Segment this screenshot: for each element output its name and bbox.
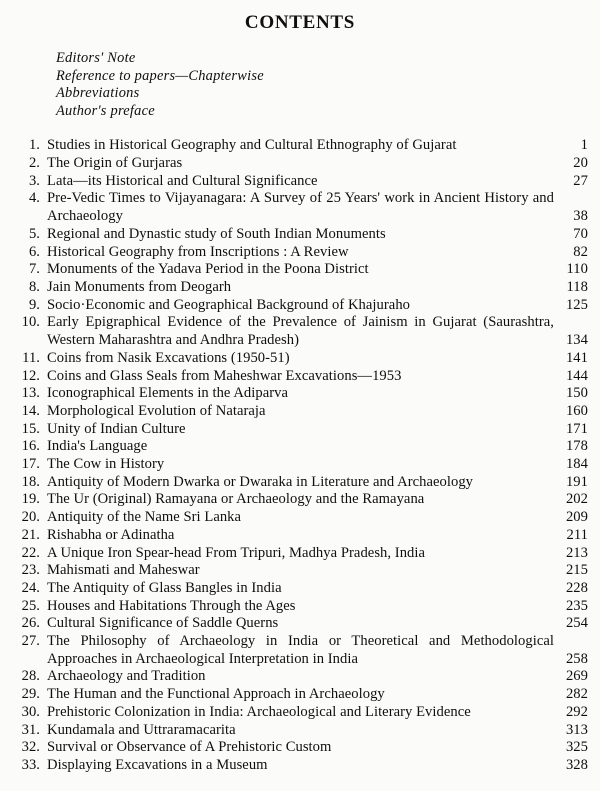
toc-entry-page-number: 20 — [573, 155, 588, 172]
toc-entry-page-number: 254 — [565, 615, 588, 632]
page-title: CONTENTS — [244, 12, 356, 33]
toc-entry-title: Kundamala and Uttraramacarita — [47, 721, 236, 738]
toc-entry-title: Lata—its Historical and Cultural Significance — [47, 172, 318, 189]
toc-entry-title: The Cow in History — [47, 456, 165, 473]
toc-entry-page-number: 134 — [565, 332, 588, 349]
toc-entry[interactable] — [0, 757, 600, 775]
toc-entry-title: The Origin of Gurjaras — [47, 155, 183, 172]
toc-entry[interactable] — [0, 580, 600, 598]
toc-entry-title: Prehistoric Colonization in India: Archaeological and Literary Evidence — [47, 703, 471, 720]
toc-entry[interactable] — [0, 155, 600, 173]
toc-entry-title: Coins from Nasik Excavations (1950-51) — [47, 349, 290, 366]
toc-entry-page-number: 184 — [565, 456, 588, 473]
toc-entry-number: 1. — [28, 137, 40, 154]
toc-entry-number: 24. — [21, 579, 40, 596]
toc-entry-page-number: 258 — [565, 650, 588, 667]
toc-entry-page-number: 211 — [566, 526, 588, 543]
toc-entry-page-number: 171 — [565, 420, 588, 437]
toc-entry-title: Survival or Observance of A Prehistoric Custom — [47, 739, 332, 756]
toc-entry[interactable] — [0, 668, 600, 686]
toc-entry-number: 8. — [28, 279, 40, 295]
toc-entry-number: 31. — [21, 721, 40, 738]
toc-entry-page-number: 235 — [565, 597, 588, 614]
toc-entry-number: 28. — [21, 668, 40, 685]
toc-entry-page-number: 209 — [565, 509, 588, 526]
toc-entry[interactable] — [0, 190, 600, 225]
toc-entry-number: 11. — [22, 349, 40, 366]
toc-entry-page-number: 228 — [565, 579, 588, 596]
toc-entry-number: 19. — [21, 491, 40, 508]
toc-entry-title: Early Epigraphical Evidence of the Prevalence of Jainism in Gujarat (Saurashtra, Western Maharashtra and Andhra Pradesh) — [47, 314, 554, 349]
toc-entry-page-number: 269 — [565, 668, 588, 685]
toc-entry[interactable] — [0, 739, 600, 757]
toc-entry-page-number: 150 — [565, 385, 588, 402]
toc-entry-title: Cultural Significance of Saddle Querns — [47, 615, 279, 632]
frontmatter-list — [0, 34, 600, 120]
toc-entry-title: Regional and Dynastic study of South Indian Monuments — [47, 225, 386, 242]
toc-entry[interactable] — [0, 474, 600, 492]
toc-entry[interactable] — [0, 527, 600, 545]
toc-entry-title: Displaying Excavations in a Museum — [47, 756, 268, 773]
toc-entry-title: Coins and Glass Seals from Maheshwar Excavations—1953 — [47, 367, 402, 384]
toc-entry[interactable] — [0, 615, 600, 633]
toc-entry-page-number: 213 — [565, 544, 588, 561]
toc-entry-page-number: 144 — [565, 367, 588, 384]
toc-entry-number: 22. — [21, 544, 40, 561]
toc-entry[interactable] — [0, 279, 600, 297]
toc-entry-page-number: 82 — [573, 243, 588, 260]
toc-entry[interactable] — [0, 456, 600, 474]
toc-entry[interactable] — [0, 704, 600, 722]
toc-entry-page-number: 202 — [565, 491, 588, 508]
toc-entry-number: 32. — [21, 739, 40, 756]
table-of-contents — [0, 120, 600, 774]
toc-entry-page-number: 191 — [565, 473, 588, 490]
toc-entry-page-number: 38 — [573, 208, 588, 225]
toc-entry-title: Archaeology and Tradition — [47, 668, 206, 685]
toc-entry-title: Antiquity of the Name Sri Lanka — [47, 509, 242, 526]
toc-entry-title: Morphological Evolution of Nataraja — [47, 402, 266, 419]
toc-entry[interactable] — [0, 350, 600, 368]
toc-entry[interactable] — [0, 244, 600, 262]
toc-entry-number: 6. — [28, 243, 40, 260]
toc-entry-number: 4. — [28, 190, 40, 207]
toc-entry-number: 23. — [21, 562, 40, 579]
toc-entry-title: Pre-Vedic Times to Vijayanagara: A Survey of 25 Years' work in Ancient History and Archaeology — [47, 190, 554, 225]
toc-entry[interactable] — [0, 491, 600, 509]
toc-entry-title: The Ur (Original) Ramayana or Archaeology and the Ramayana — [47, 491, 425, 508]
toc-entry-number: 17. — [21, 456, 40, 473]
toc-entry-number: 13. — [21, 385, 40, 402]
toc-entry[interactable] — [0, 385, 600, 403]
toc-entry[interactable] — [0, 562, 600, 580]
toc-entry-number: 14. — [21, 402, 40, 419]
toc-entry[interactable] — [0, 403, 600, 421]
toc-entry-number: 25. — [21, 597, 40, 614]
toc-entry-page-number: 160 — [565, 402, 588, 419]
toc-entry-title: The Human and the Functional Approach in Archaeology — [47, 686, 385, 703]
frontmatter-item: Reference to papers—Chapterwise — [56, 67, 264, 84]
toc-entry-number: 10. — [21, 314, 40, 331]
toc-entry-number: 2. — [28, 155, 40, 172]
toc-entry-number: 7. — [28, 261, 40, 278]
toc-entry[interactable] — [0, 368, 600, 386]
toc-entry-page-number: 282 — [565, 686, 588, 703]
toc-entry-number: 9. — [28, 296, 40, 313]
toc-entry[interactable] — [0, 686, 600, 704]
toc-entry[interactable] — [0, 314, 600, 349]
frontmatter-item: Author's preface — [56, 102, 155, 119]
toc-entry-page-number: 328 — [565, 756, 588, 773]
toc-entry-page-number: 27 — [573, 172, 588, 189]
toc-entry-page-number: 215 — [565, 562, 588, 579]
toc-entry-number: 16. — [21, 438, 40, 455]
toc-entry-title: Rishabha or Adinatha — [47, 526, 175, 543]
toc-entry-number: 33. — [21, 756, 40, 773]
toc-entry-title: Studies in Historical Geography and Cultural Ethnography of Gujarat — [47, 137, 457, 154]
toc-entry-page-number: 292 — [565, 703, 588, 720]
toc-entry-page-number: 110 — [566, 261, 588, 278]
toc-entry-number: 3. — [28, 172, 40, 189]
toc-entry[interactable] — [0, 137, 600, 155]
frontmatter-item: Editors' Note — [56, 50, 136, 66]
toc-entry[interactable] — [0, 438, 600, 456]
toc-entry-title: Historical Geography from Inscriptions : A Review — [47, 243, 349, 260]
toc-entry[interactable] — [0, 261, 600, 279]
toc-entry[interactable] — [0, 297, 600, 315]
toc-entry-number: 15. — [21, 420, 40, 437]
toc-entry-number: 12. — [21, 367, 40, 384]
toc-entry-title: A Unique Iron Spear-head From Tripuri, Madhya Pradesh, India — [47, 544, 426, 561]
toc-entry[interactable] — [0, 173, 600, 191]
toc-entry-number: 26. — [21, 615, 40, 632]
toc-entry-number: 20. — [21, 509, 40, 526]
toc-entry[interactable] — [0, 598, 600, 616]
toc-entry[interactable] — [0, 226, 600, 244]
toc-entry-title: Jain Monuments from Deogarh — [47, 279, 232, 295]
toc-entry-page-number: 118 — [566, 279, 588, 295]
toc-entry-title: The Antiquity of Glass Bangles in India — [47, 579, 282, 596]
toc-entry-title: Antiquity of Modern Dwarka or Dwaraka in Literature and Archaeology — [47, 473, 474, 490]
toc-entry[interactable] — [0, 421, 600, 439]
toc-entry-title: India's Language — [47, 438, 148, 455]
toc-entry-title: The Philosophy of Archaeology in India or Theoretical and Methodological Approaches in Archaeological Interpretation in India — [47, 633, 554, 667]
toc-entry[interactable] — [0, 633, 600, 668]
toc-entry-title: Mahismati and Maheswar — [47, 562, 200, 579]
toc-entry-page-number: 70 — [573, 225, 588, 242]
toc-entry-title: Iconographical Elements in the Adiparva — [47, 385, 289, 402]
toc-entry-title: Unity of Indian Culture — [47, 420, 186, 437]
toc-entry-number: 18. — [21, 473, 40, 490]
toc-entry-page-number: 178 — [565, 438, 588, 455]
toc-entry-number: 5. — [28, 225, 40, 242]
toc-entry-page-number: 313 — [565, 721, 588, 738]
toc-entry-page-number: 141 — [565, 349, 588, 366]
toc-entry-title: Monuments of the Yadava Period in the Poona District — [47, 261, 369, 278]
toc-entry-number: 30. — [21, 703, 40, 720]
toc-entry-number: 27. — [21, 633, 40, 650]
toc-entry-title: Houses and Habitations Through the Ages — [47, 597, 296, 614]
toc-entry-title: Socio·Economic and Geographical Background of Khajuraho — [47, 296, 411, 313]
toc-entry-number: 29. — [21, 686, 40, 703]
toc-entry[interactable] — [0, 509, 600, 527]
toc-entry-number: 21. — [21, 526, 40, 543]
toc-entry[interactable] — [0, 545, 600, 563]
toc-entry-page-number: 1 — [580, 137, 588, 154]
toc-entry-page-number: 325 — [565, 739, 588, 756]
frontmatter-item: Abbreviations — [56, 85, 140, 102]
toc-entry-page-number: 125 — [565, 296, 588, 313]
toc-entry[interactable] — [0, 722, 600, 740]
